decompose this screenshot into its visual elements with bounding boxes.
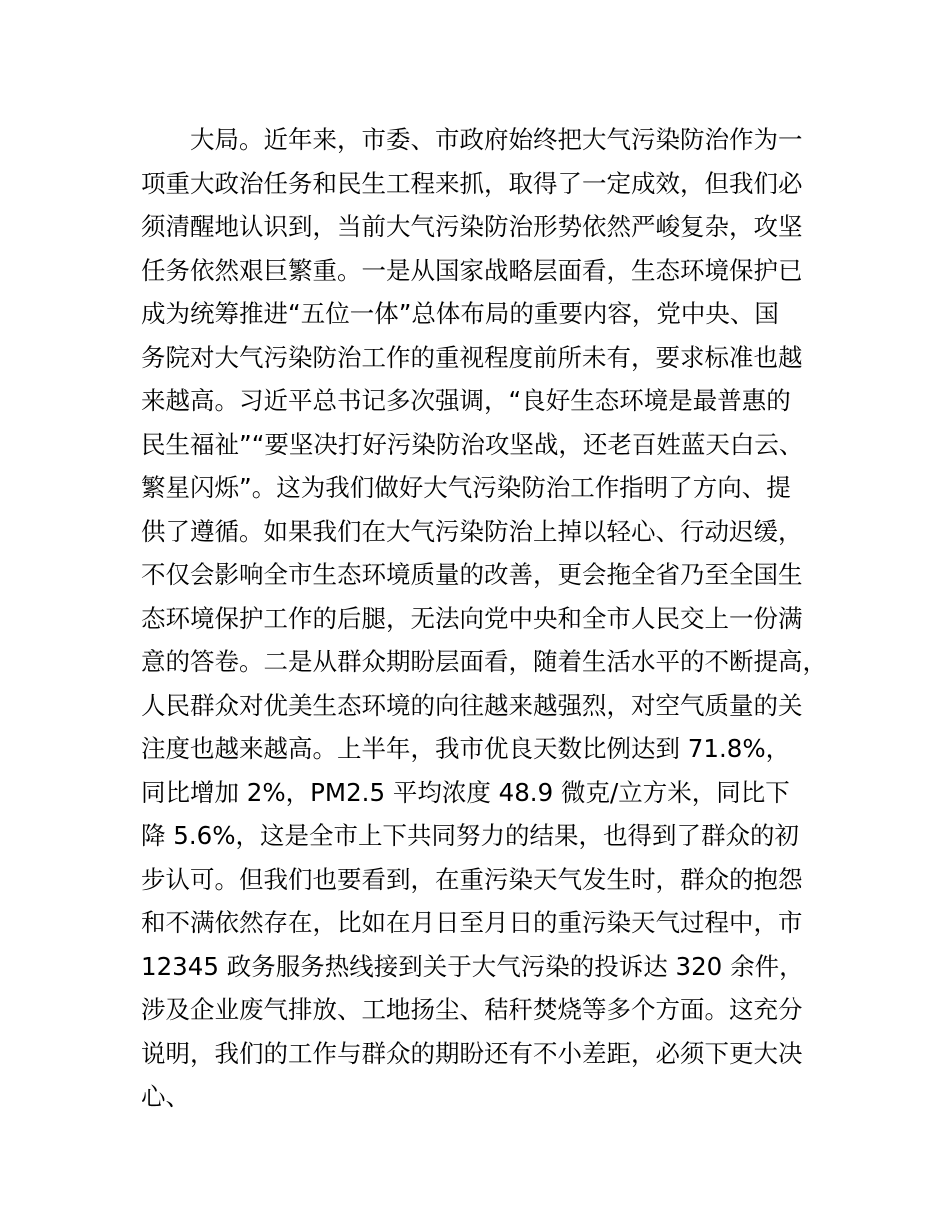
text-line: 注度也越来越高。上半年，我市优良天数比例达到 71.8%，: [141, 734, 791, 763]
text-line: 说明，我们的工作与群众的期盼还有不小差距，必须下更大决: [141, 1038, 803, 1068]
text-line: 同比增加 2%，PM2.5 平均浓度 48.9 微克/立方米，同比下: [141, 777, 790, 807]
text-line: 态环境保护工作的后腿，无法向党中央和全市人民交上一份满: [141, 603, 803, 633]
text-line: 人民群众对优美生态环境的向往越来越强烈，对空气质量的关: [141, 690, 803, 720]
text-line: 12345 政务服务热线接到关于大气污染的投诉达 320 余件，: [141, 951, 804, 981]
text-line: 任务依然艰巨繁重。一是从国家战略层面看，生态环境保护已: [141, 255, 803, 285]
text-line: 降 5.6%，这是全市上下共同努力的结果，也得到了群众的初: [141, 821, 800, 850]
text-line: 不仅会影响全市生态环境质量的改善，更会拖全省乃至全国生: [141, 560, 803, 589]
text-line: 来越高。习近平总书记多次强调，“良好生态环境是最普惠的: [141, 386, 791, 415]
text-line: 成为统筹推进“五位一体”总体布局的重要内容，党中央、国: [141, 299, 779, 328]
text-line: 须清醒地认识到，当前大气污染防治形势依然严峻复杂，攻坚: [141, 212, 803, 241]
text-line: 步认可。但我们也要看到，在重污染天气发生时，群众的抱怨: [141, 864, 803, 894]
text-line: 民生福祉”“要坚决打好污染防治攻坚战，还老百姓蓝天白云、: [141, 429, 804, 459]
text-line: 大局。近年来，市委、市政府始终把大气污染防治作为一: [190, 125, 803, 154]
text-line: 心、: [141, 1082, 190, 1111]
body-paragraph: [141, 118, 841, 1119]
text-line: 务院对大气污染防治工作的重视程度前所未有，要求标准也越: [141, 342, 803, 372]
text-line: 供了遵循。如果我们在大气污染防治上掉以轻心、行动迟缓，: [141, 516, 803, 546]
text-line: 繁星闪烁”。这为我们做好大气污染防治工作指明了方向、提: [141, 473, 791, 502]
text-line: 项重大政治任务和民生工程来抓，取得了一定成效，但我们必: [141, 168, 803, 198]
text-line: 意的答卷。二是从群众期盼层面看，随着生活水平的不断提高，: [141, 647, 827, 676]
text-line: 涉及企业废气排放、工地扬尘、秸秆焚烧等多个方面。这充分: [141, 995, 803, 1024]
text-line: 和不满依然存在，比如在月日至月日的重污染天气过程中，市: [141, 908, 803, 937]
